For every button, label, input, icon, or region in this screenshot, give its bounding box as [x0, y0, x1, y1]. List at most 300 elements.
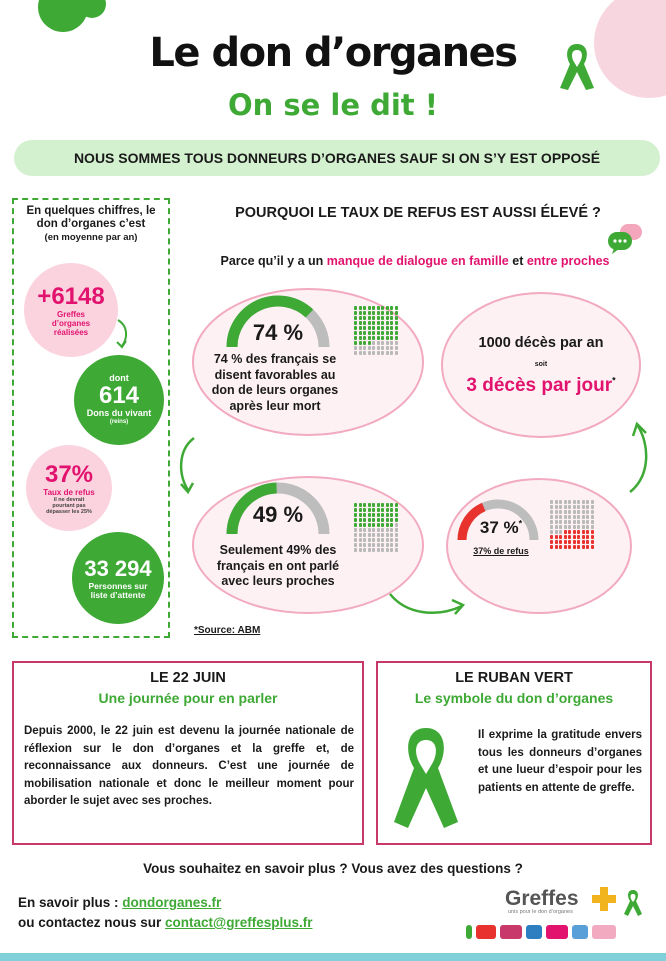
person-mark	[368, 351, 371, 355]
person-mark	[354, 351, 357, 355]
contact-label: ou contactez nous sur	[18, 915, 166, 930]
partner-logo	[476, 925, 496, 939]
person-mark	[386, 331, 389, 335]
people-grid-favorable	[354, 306, 398, 355]
person-mark	[372, 548, 375, 552]
key-figures-intro-note: (en moyenne par an)	[44, 232, 138, 243]
person-mark	[577, 535, 580, 539]
person-mark	[372, 306, 375, 310]
contact-line	[18, 913, 312, 933]
person-mark	[591, 515, 594, 519]
person-mark	[354, 513, 357, 517]
person-mark	[390, 321, 393, 325]
stat-waiting-list-value: 33 294	[84, 556, 152, 581]
website-link[interactable]: dondorganes.fr	[122, 895, 222, 910]
person-mark	[381, 543, 384, 547]
person-mark	[377, 523, 380, 527]
person-mark	[372, 513, 375, 517]
person-mark	[386, 306, 389, 310]
arrow-right-icon	[386, 588, 468, 620]
person-mark	[555, 520, 558, 524]
person-mark	[359, 316, 362, 320]
because-mid: et	[508, 254, 527, 268]
person-mark	[363, 306, 366, 310]
person-mark	[381, 331, 384, 335]
person-mark	[582, 515, 585, 519]
person-mark	[555, 500, 558, 504]
arrow-up-icon	[624, 418, 656, 496]
person-mark	[390, 346, 393, 350]
gauge-favorable-value: 74 %	[252, 320, 304, 345]
person-mark	[354, 503, 357, 507]
stat-living-donors-note: (reins)	[109, 418, 129, 425]
because-statement	[200, 254, 630, 269]
green-ribbon-title: LE RUBAN VERT	[455, 670, 573, 686]
person-mark	[354, 336, 357, 340]
person-mark	[386, 538, 389, 542]
person-mark	[359, 326, 362, 330]
contact-email-link[interactable]: contact@greffesplus.fr	[165, 915, 313, 930]
person-mark	[582, 500, 585, 504]
person-mark	[555, 535, 558, 539]
person-mark	[354, 548, 357, 552]
person-mark	[395, 533, 398, 537]
person-mark	[586, 545, 589, 549]
person-mark	[390, 518, 393, 522]
person-mark	[372, 503, 375, 507]
partner-logo	[592, 925, 616, 939]
person-mark	[390, 341, 393, 345]
person-mark	[377, 513, 380, 517]
person-mark	[359, 351, 362, 355]
person-mark	[573, 510, 576, 514]
stat-transplants-value: +6148	[37, 282, 105, 310]
person-mark	[386, 548, 389, 552]
person-mark	[573, 500, 576, 504]
speech-bubbles-icon	[606, 222, 646, 256]
person-mark	[390, 331, 393, 335]
stat-refusal-rate-value: 37%	[44, 460, 94, 488]
person-mark	[577, 505, 580, 509]
person-mark	[372, 518, 375, 522]
person-mark	[354, 316, 357, 320]
person-mark	[377, 351, 380, 355]
person-mark	[559, 505, 562, 509]
person-mark	[386, 321, 389, 325]
person-mark	[368, 311, 371, 315]
green-ribbon-subtitle: Le symbole du don d’organes	[414, 690, 614, 706]
person-mark	[359, 518, 362, 522]
page-title: Le don d’organes	[149, 30, 517, 76]
partner-logo	[572, 925, 588, 939]
person-mark	[377, 341, 380, 345]
person-mark	[381, 523, 384, 527]
person-mark	[354, 533, 357, 537]
person-mark	[582, 525, 585, 529]
person-mark	[559, 525, 562, 529]
person-mark	[359, 533, 362, 537]
person-mark	[354, 326, 357, 330]
person-mark	[559, 535, 562, 539]
person-mark	[354, 523, 357, 527]
person-mark	[390, 538, 393, 542]
person-mark	[591, 520, 594, 524]
person-mark	[381, 538, 384, 542]
person-mark	[395, 316, 398, 320]
person-mark	[586, 520, 589, 524]
person-mark	[568, 505, 571, 509]
person-mark	[368, 503, 371, 507]
person-mark	[363, 548, 366, 552]
person-mark	[390, 316, 393, 320]
person-mark	[573, 525, 576, 529]
gauge-refusal-value: 37 %	[479, 518, 519, 537]
gauge-refusal-asterisk: *	[518, 518, 523, 529]
stat-living-donors	[74, 355, 164, 445]
stat-refusal-rate	[26, 445, 112, 531]
person-mark	[564, 515, 567, 519]
person-mark	[573, 530, 576, 534]
person-mark	[386, 513, 389, 517]
person-mark	[573, 535, 576, 539]
person-mark	[372, 533, 375, 537]
person-mark	[395, 311, 398, 315]
person-mark	[368, 341, 371, 345]
bottom-accent-bar	[0, 953, 666, 961]
person-mark	[390, 533, 393, 537]
panel-deaths-line1: 1000 décès par an	[478, 335, 604, 351]
ribbon-icon	[622, 888, 644, 918]
person-mark	[377, 311, 380, 315]
person-mark	[395, 306, 398, 310]
person-mark	[582, 540, 585, 544]
person-mark	[363, 316, 366, 320]
person-mark	[573, 505, 576, 509]
person-mark	[386, 528, 389, 532]
person-mark	[377, 528, 380, 532]
person-mark	[377, 326, 380, 330]
person-mark	[368, 513, 371, 517]
person-mark	[386, 508, 389, 512]
person-mark	[395, 538, 398, 542]
person-mark	[368, 316, 371, 320]
person-mark	[363, 311, 366, 315]
greffes-logo-name: Greffes	[505, 887, 579, 910]
person-mark	[586, 540, 589, 544]
june-22-subtitle: Une journée pour en parler	[98, 690, 278, 706]
person-mark	[377, 321, 380, 325]
person-mark	[390, 351, 393, 355]
person-mark	[363, 533, 366, 537]
gauge-refusal-value-wrap	[472, 518, 530, 538]
person-mark	[582, 530, 585, 534]
person-mark	[586, 500, 589, 504]
person-mark	[363, 341, 366, 345]
person-mark	[555, 525, 558, 529]
person-mark	[381, 336, 384, 340]
person-mark	[564, 540, 567, 544]
person-mark	[354, 306, 357, 310]
person-mark	[573, 540, 576, 544]
person-mark	[372, 543, 375, 547]
person-mark	[377, 346, 380, 350]
stat-transplants	[24, 263, 118, 357]
because-start: Parce qu’il y a un	[220, 254, 327, 268]
person-mark	[577, 500, 580, 504]
person-mark	[363, 503, 366, 507]
person-mark	[582, 535, 585, 539]
person-mark	[395, 321, 398, 325]
people-grid-discussed	[354, 503, 398, 552]
person-mark	[591, 510, 594, 514]
person-mark	[377, 518, 380, 522]
person-mark	[555, 545, 558, 549]
person-mark	[372, 508, 375, 512]
person-mark	[368, 543, 371, 547]
person-mark	[586, 535, 589, 539]
person-mark	[386, 351, 389, 355]
person-mark	[395, 346, 398, 350]
plus-logo-icon	[592, 887, 616, 911]
person-mark	[359, 306, 362, 310]
person-mark	[359, 311, 362, 315]
person-mark	[550, 525, 553, 529]
person-mark	[377, 543, 380, 547]
person-mark	[368, 523, 371, 527]
people-grid-refusal	[550, 500, 594, 549]
person-mark	[390, 528, 393, 532]
person-mark	[359, 331, 362, 335]
partner-logo	[500, 925, 522, 939]
partner-logo	[546, 925, 568, 939]
person-mark	[390, 326, 393, 330]
person-mark	[395, 528, 398, 532]
person-mark	[386, 518, 389, 522]
person-mark	[573, 520, 576, 524]
person-mark	[359, 513, 362, 517]
person-mark	[381, 513, 384, 517]
june-22-title: LE 22 JUIN	[150, 670, 226, 686]
person-mark	[354, 346, 357, 350]
person-mark	[363, 508, 366, 512]
person-mark	[577, 510, 580, 514]
person-mark	[381, 508, 384, 512]
stat-refusal-rate-label: Taux de refus	[43, 487, 95, 497]
person-mark	[354, 321, 357, 325]
person-mark	[354, 538, 357, 542]
person-mark	[564, 545, 567, 549]
person-mark	[390, 503, 393, 507]
learn-more-line	[18, 893, 312, 913]
person-mark	[363, 528, 366, 532]
person-mark	[577, 520, 580, 524]
stat-living-donors-value: 614	[98, 381, 140, 409]
person-mark	[363, 331, 366, 335]
stat-waiting-list	[72, 532, 164, 624]
ribbon-icon	[388, 722, 464, 834]
person-mark	[591, 540, 594, 544]
person-mark	[568, 510, 571, 514]
person-mark	[591, 545, 594, 549]
person-mark	[359, 336, 362, 340]
person-mark	[377, 503, 380, 507]
person-mark	[354, 508, 357, 512]
person-mark	[395, 543, 398, 547]
person-mark	[564, 535, 567, 539]
person-mark	[390, 306, 393, 310]
person-mark	[550, 515, 553, 519]
person-mark	[582, 545, 585, 549]
person-mark	[386, 533, 389, 537]
person-mark	[363, 543, 366, 547]
person-mark	[395, 503, 398, 507]
greffes-logo-tagline: unis pour le don d’organes	[508, 909, 573, 915]
person-mark	[363, 518, 366, 522]
person-mark	[377, 316, 380, 320]
person-mark	[390, 508, 393, 512]
stat-refusal-rate-note: il ne devrait pourtant pas dépasser les 25%	[46, 496, 92, 515]
person-mark	[372, 331, 375, 335]
june-22-body: Depuis 2000, le 22 juin est devenu la journée nationale de réflexion sur le don d’organes et la greffe et, de reconnaissance aux donneurs. C’est une journée de mobilisation nationale et donc le meilleur moment pour aborder le sujet avec ses proches.	[24, 725, 354, 807]
person-mark	[359, 346, 362, 350]
person-mark	[354, 543, 357, 547]
person-mark	[386, 503, 389, 507]
person-mark	[354, 331, 357, 335]
person-mark	[395, 523, 398, 527]
person-mark	[577, 515, 580, 519]
person-mark	[359, 528, 362, 532]
person-mark	[363, 538, 366, 542]
page-subtitle: On se le dit !	[227, 88, 438, 122]
footer-question: Vous souhaitez en savoir plus ? Vous avez des questions ?	[143, 861, 523, 876]
person-mark	[559, 500, 562, 504]
person-mark	[577, 525, 580, 529]
opt-out-banner: NOUS SOMMES TOUS DONNEURS D’ORGANES SAUF SI ON S’Y EST OPPOSÉ	[14, 140, 660, 176]
person-mark	[559, 540, 562, 544]
person-mark	[573, 515, 576, 519]
person-mark	[591, 505, 594, 509]
person-mark	[577, 530, 580, 534]
person-mark	[568, 500, 571, 504]
person-mark	[377, 548, 380, 552]
person-mark	[354, 341, 357, 345]
person-mark	[372, 351, 375, 355]
person-mark	[363, 321, 366, 325]
person-mark	[559, 520, 562, 524]
person-mark	[386, 326, 389, 330]
person-mark	[550, 520, 553, 524]
person-mark	[381, 326, 384, 330]
person-mark	[395, 336, 398, 340]
person-mark	[368, 321, 371, 325]
person-mark	[363, 326, 366, 330]
person-mark	[377, 533, 380, 537]
stat-waiting-list-label: Personnes sur liste d’attente	[88, 581, 148, 600]
person-mark	[386, 341, 389, 345]
person-mark	[395, 518, 398, 522]
person-mark	[381, 341, 384, 345]
person-mark	[372, 311, 375, 315]
person-mark	[564, 505, 567, 509]
person-mark	[368, 326, 371, 330]
person-mark	[390, 543, 393, 547]
person-mark	[395, 513, 398, 517]
person-mark	[381, 306, 384, 310]
person-mark	[386, 543, 389, 547]
partner-logo	[466, 925, 472, 939]
person-mark	[386, 316, 389, 320]
person-mark	[368, 533, 371, 537]
person-mark	[381, 533, 384, 537]
person-mark	[381, 518, 384, 522]
person-mark	[564, 510, 567, 514]
person-mark	[359, 341, 362, 345]
person-mark	[363, 336, 366, 340]
why-heading: POURQUOI LE TAUX DE REFUS EST AUSSI ÉLEVÉ ?	[235, 205, 601, 221]
panel-discussed-text: Seulement 49% des français en ont parlé avec leurs proches	[216, 543, 340, 588]
person-mark	[372, 326, 375, 330]
person-mark	[381, 528, 384, 532]
person-mark	[368, 518, 371, 522]
arrow-down-icon	[172, 434, 204, 498]
person-mark	[381, 311, 384, 315]
arrow-down-icon	[112, 318, 134, 350]
person-mark	[386, 311, 389, 315]
stat-transplants-label: Greffes d’organes réalisées	[51, 309, 91, 337]
person-mark	[591, 535, 594, 539]
person-mark	[550, 535, 553, 539]
footer-links	[18, 893, 312, 933]
person-mark	[559, 510, 562, 514]
person-mark	[377, 331, 380, 335]
person-mark	[564, 525, 567, 529]
stat-living-donors-label: Dons du vivant	[86, 407, 152, 418]
person-mark	[564, 520, 567, 524]
person-mark	[586, 515, 589, 519]
person-mark	[395, 351, 398, 355]
person-mark	[550, 545, 553, 549]
partner-logo	[526, 925, 542, 939]
person-mark	[586, 530, 589, 534]
person-mark	[559, 545, 562, 549]
person-mark	[381, 548, 384, 552]
person-mark	[564, 530, 567, 534]
person-mark	[555, 530, 558, 534]
person-mark	[577, 545, 580, 549]
person-mark	[555, 510, 558, 514]
person-mark	[586, 525, 589, 529]
person-mark	[381, 316, 384, 320]
person-mark	[564, 500, 567, 504]
person-mark	[368, 331, 371, 335]
person-mark	[386, 346, 389, 350]
person-mark	[354, 518, 357, 522]
person-mark	[372, 528, 375, 532]
panel-deaths-asterisk: *	[612, 375, 616, 386]
person-mark	[363, 346, 366, 350]
person-mark	[395, 326, 398, 330]
person-mark	[359, 508, 362, 512]
person-mark	[390, 336, 393, 340]
person-mark	[582, 520, 585, 524]
person-mark	[354, 311, 357, 315]
person-mark	[390, 548, 393, 552]
person-mark	[555, 515, 558, 519]
key-figures-intro	[16, 205, 166, 244]
person-mark	[377, 336, 380, 340]
panel-favorable-text: 74 % des français se disent favorables au don de leurs organes après leur mort	[211, 352, 339, 413]
person-mark	[363, 351, 366, 355]
